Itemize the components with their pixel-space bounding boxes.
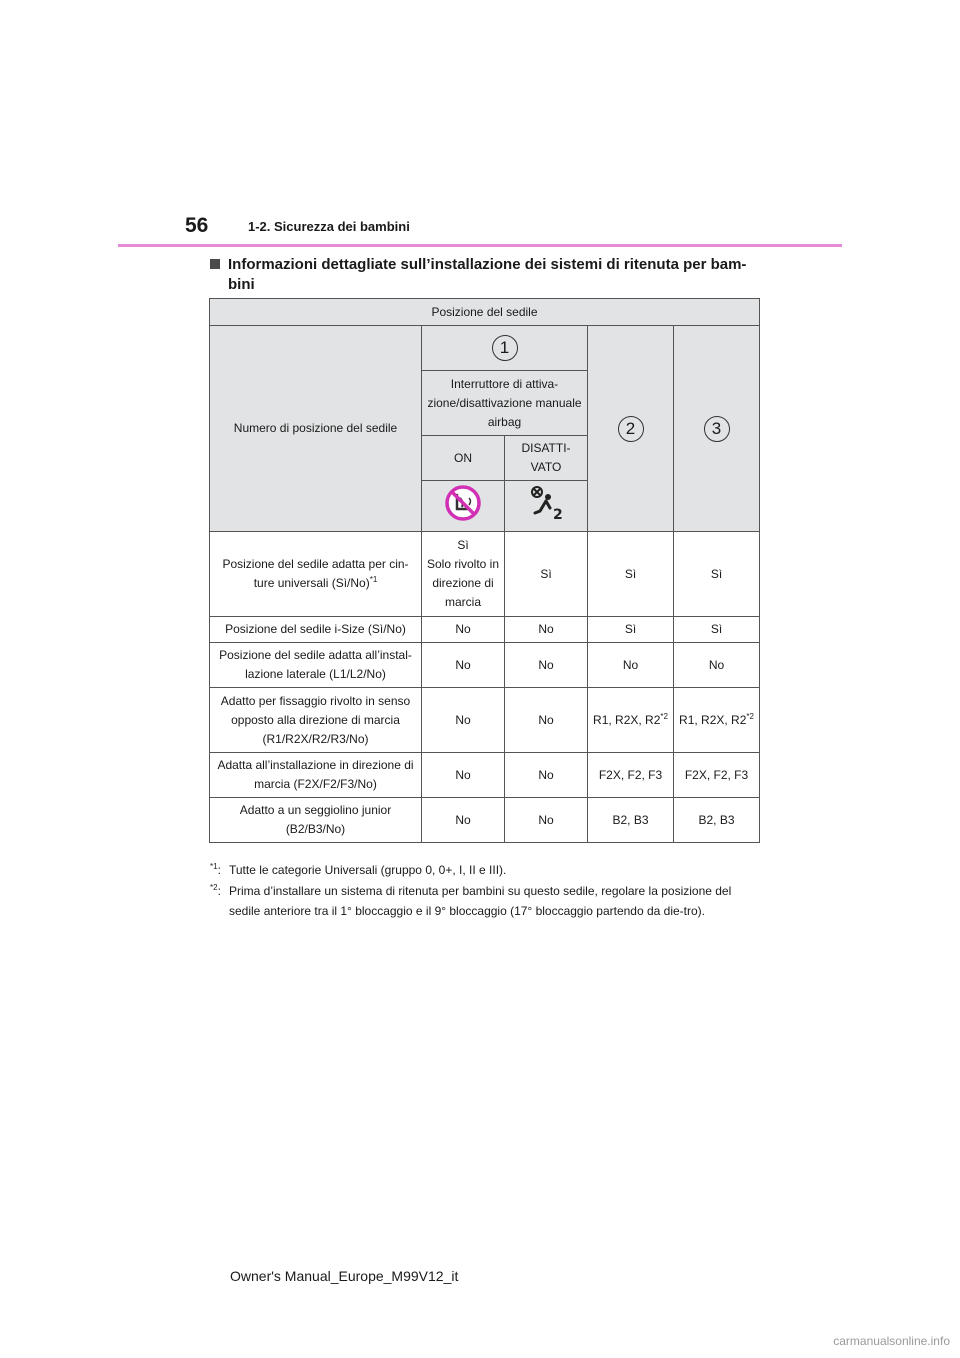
footnote-mark: *2 (210, 883, 218, 892)
section-title: 1-2. Sicurezza dei bambini (248, 219, 410, 234)
table-cell: Sì (588, 617, 674, 643)
no-rear-facing-icon-cell (422, 481, 505, 532)
seat-installation-table (209, 298, 760, 843)
footnotes (210, 860, 750, 922)
table-cell: R1, R2X, R2$^{*2}$ (588, 688, 674, 753)
footnote-ref: *2 (746, 711, 754, 721)
switch-off-label: DISATTI-VATO (505, 436, 588, 481)
row-label: Posizione del sedile i-Size (Sì/No) (210, 617, 422, 643)
seat-number-2: 2 (618, 416, 644, 442)
table-cell: No (505, 798, 588, 843)
table-row (210, 299, 760, 326)
table-cell: B2, B3 (588, 798, 674, 843)
table-cell: No (422, 643, 505, 688)
table-cell: No (505, 753, 588, 798)
table-cell: No (674, 643, 760, 688)
row-label: Adatto a un seggiolino junior (B2/B3/No) (210, 798, 422, 843)
table-row (210, 617, 760, 643)
switch-on-label: ON (422, 436, 505, 481)
airbag-switch-label: Interruttore di attiva-zione/disattivazione manuale airbag (422, 371, 588, 436)
table-cell: Sì (588, 532, 674, 617)
table-cell: F2X, F2, F3 (588, 753, 674, 798)
table-row (210, 326, 760, 371)
seat-number-3-cell (674, 326, 760, 532)
footnote: $^{*2}$: Prima d’installare un sistema di ritenuta per bambini su questo sedile, regolare la posizione del sedile anteriore tra il 1° bloccaggio e il 9° bloccaggio (17° bloccaggio partendo da die-tro). (210, 883, 732, 918)
footnote-text: Prima d’installare un sistema di ritenuta per bambini su questo sedile, regolare la posizione del sedile anteriore tra il 1° bloccaggio e il 9° bloccaggio (17° bloccaggio partendo da die-tro). (229, 884, 732, 918)
seat-number-1: 1 (492, 335, 518, 361)
seat-number-1-cell (422, 326, 588, 371)
seat-position-header: Posizione del sedile (210, 299, 760, 326)
square-bullet-icon (210, 259, 220, 269)
footnote-mark: *1 (210, 862, 218, 871)
page-number: 56 (185, 214, 209, 237)
passenger-airbag-off-icon (527, 484, 565, 522)
seat-number-3: 3 (704, 416, 730, 442)
table-cell: Sì Solo rivolto in direzione di marcia (422, 532, 505, 617)
table-row (210, 643, 760, 688)
table-cell: No (422, 617, 505, 643)
table-cell: Sì (505, 532, 588, 617)
table-row (210, 753, 760, 798)
table-cell: No (422, 688, 505, 753)
header-rule (118, 244, 842, 247)
table-row (210, 798, 760, 843)
subheading-text: Informazioni dettagliate sull’installazione dei sistemi di ritenuta per bam-bini (228, 256, 747, 293)
table-cell: B2, B3 (674, 798, 760, 843)
row-label: Adatta all’installazione in direzione di marcia (F2X/F2/F3/No) (210, 753, 422, 798)
table-row (210, 532, 760, 617)
footer-manual-id: Owner's Manual_Europe_M99V12_it (230, 1268, 459, 1284)
watermark: carmanualsonline.info (833, 1334, 950, 1348)
seat-number-label: Numero di posizione del sedile (210, 326, 422, 532)
table-cell: No (505, 688, 588, 753)
no-rear-facing-child-seat-icon (444, 484, 482, 522)
table-cell: No (505, 643, 588, 688)
subheading (210, 255, 750, 295)
table-cell: Sì (674, 617, 760, 643)
row-label: Adatto per fissaggio rivolto in senso opposto alla direzione di marcia (R1/R2X/R2/R3/No) (210, 688, 422, 753)
footnote-ref: *1 (369, 575, 378, 584)
footnote-ref: *2 (660, 711, 668, 721)
row-label: Posizione del sedile adatta per cin-ture universali (Sì/No)$^{*1}$ (210, 532, 422, 617)
table-cell: No (505, 617, 588, 643)
table-cell: R1, R2X, R2$^{*2}$ (674, 688, 760, 753)
table-cell: No (422, 798, 505, 843)
seat-number-2-cell (588, 326, 674, 532)
table-cell: F2X, F2, F3 (674, 753, 760, 798)
table-cell: No (422, 753, 505, 798)
footnote: $^{*1}$: Tutte le categorie Universali (gruppo 0, 0+, I, II e III). (210, 862, 507, 877)
footnote-text: Tutte le categorie Universali (gruppo 0, 0+, I, II e III). (229, 863, 507, 877)
table-row (210, 688, 760, 753)
table-cell: No (588, 643, 674, 688)
svg-text:2: 2 (553, 507, 563, 522)
table-cell: Sì (674, 532, 760, 617)
row-label: Posizione del sedile adatta all’instal-lazione laterale (L1/L2/No) (210, 643, 422, 688)
passenger-airbag-off-icon-cell (505, 481, 588, 532)
